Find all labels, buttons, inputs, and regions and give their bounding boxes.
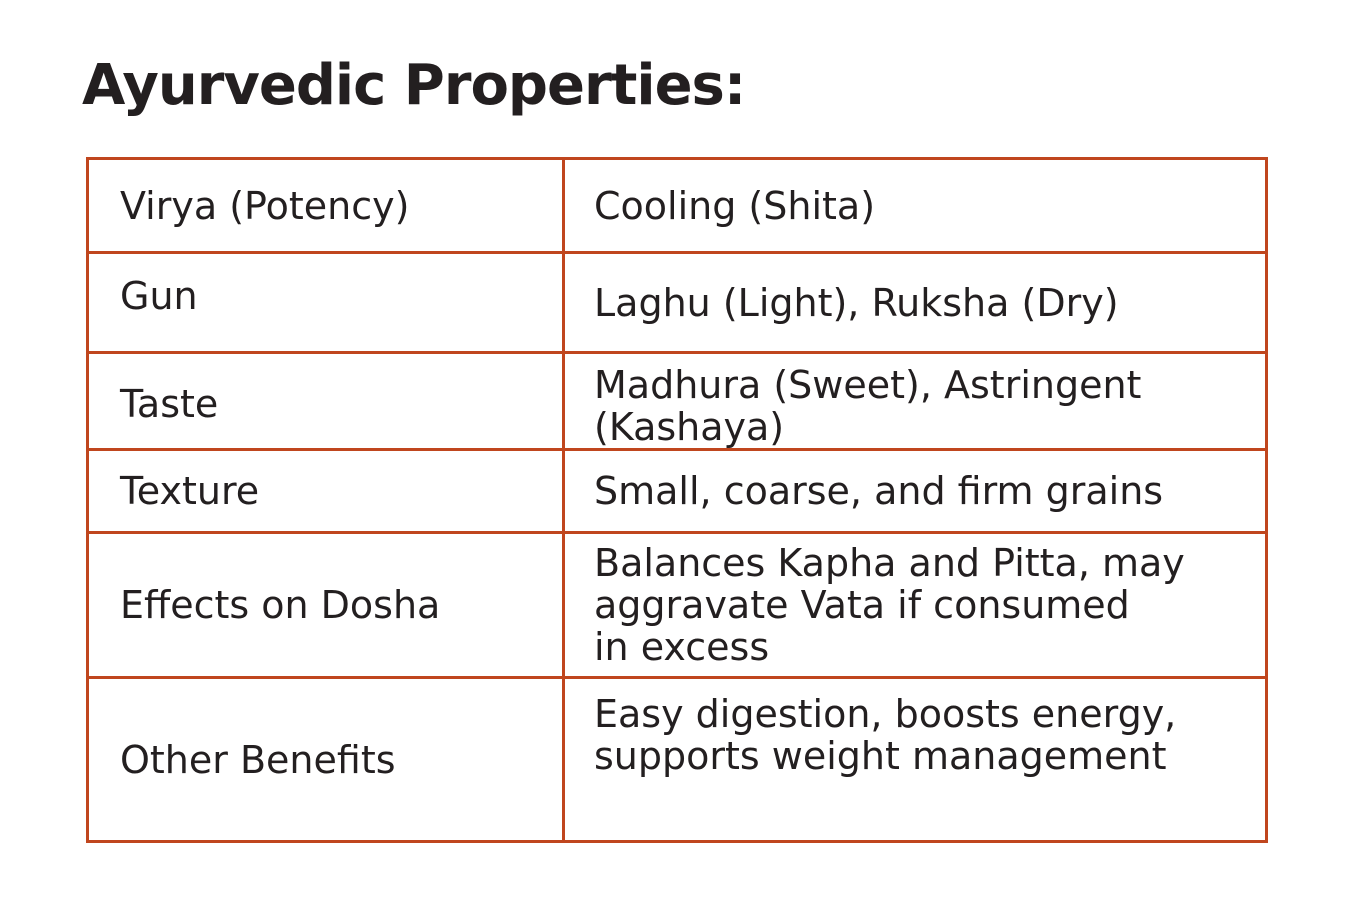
property-value-line: Easy digestion, boosts energy, bbox=[594, 692, 1177, 736]
ayurvedic-properties-table bbox=[86, 157, 1268, 843]
property-label: Virya (Potency) bbox=[88, 159, 564, 253]
property-value bbox=[564, 450, 1267, 533]
table-row bbox=[88, 353, 1267, 450]
property-value-line: Madhura (Sweet), Astringent bbox=[594, 363, 1142, 407]
table-row bbox=[88, 159, 1267, 253]
property-value bbox=[564, 253, 1267, 353]
page-title: Ayurvedic Properties: bbox=[82, 53, 746, 118]
property-value-line: Balances Kapha and Pitta, may bbox=[594, 541, 1185, 585]
property-value-line: Laghu (Light), Ruksha (Dry) bbox=[594, 281, 1119, 325]
property-value-line: in excess bbox=[594, 625, 770, 669]
table-row bbox=[88, 253, 1267, 353]
property-value bbox=[564, 678, 1267, 842]
property-value bbox=[564, 533, 1267, 678]
property-label: Effects on Dosha bbox=[88, 533, 564, 678]
table-row bbox=[88, 678, 1267, 842]
property-value-line: Cooling (Shita) bbox=[594, 183, 876, 228]
table-row bbox=[88, 450, 1267, 533]
property-value bbox=[564, 353, 1267, 450]
property-value bbox=[564, 159, 1267, 253]
property-value-line: (Kashaya) bbox=[594, 405, 785, 449]
property-value-line: Small, coarse, and firm grains bbox=[594, 469, 1164, 513]
table-row bbox=[88, 533, 1267, 678]
property-label: Other Benefits bbox=[88, 678, 564, 842]
property-label: Gun bbox=[88, 253, 564, 353]
property-label: Texture bbox=[88, 450, 564, 533]
property-label: Taste bbox=[88, 353, 564, 450]
property-value-line: aggravate Vata if consumed bbox=[594, 583, 1130, 627]
property-value-line: supports weight management bbox=[594, 734, 1167, 778]
